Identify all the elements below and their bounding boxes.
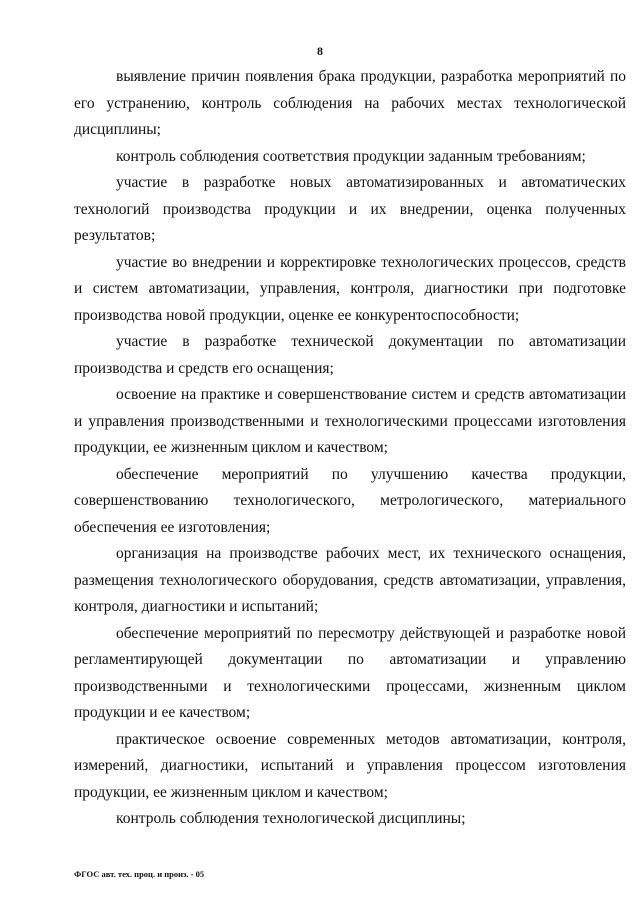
paragraph-workplace-organization: организация на производстве рабочих мест, их технического оснащения, размещения технологического оборудования, средств автоматизации, управления, контроля, диагностики и испытаний; (74, 545, 626, 615)
paragraph-new-technologies: участие в разработке новых автоматизированных и автоматических технологий производства продукции и их внедрении, оценка полученных результатов; (74, 174, 626, 244)
paragraph-modern-methods: практическое освоение современных методов автоматизации, контроля, измерений, диагностики, испытаний и управления процессом изготовления продукции, ее жизненным циклом и качеством; (74, 730, 626, 801)
paragraph-quality-improvement: обеспечение мероприятий по улучшению качества продукции, совершенствованию технологического, метрологического, материального обеспечения ее изготовления; (74, 465, 626, 536)
paragraph-conformity-control: контроль соблюдения соответствия продукции заданным требованиям; (116, 147, 586, 165)
footer-document-code: ФГОС авт. тех. проц. и произ. - 05 (74, 869, 205, 879)
paragraph-regulatory-documentation: обеспечение мероприятий по пересмотру действующей и разработке новой регламентирующей документации по автоматизации и управлению производственными и технологическими процессами, жизненным циклом продукции и ее качеством; (74, 624, 626, 721)
paragraph-technical-documentation: участие в разработке технической документации по автоматизации производства и средств его оснащения; (74, 333, 626, 377)
paragraph-discipline-control: контроль соблюдения технологической дисциплины; (116, 810, 466, 827)
document-body (74, 64, 626, 833)
paragraph-process-implementation: участие во внедрении и корректировке технологических процессов, средств и систем автоматизации, управления, контроля, диагностики при подготовке производства новой продукции, оценке ее конкурентоспособности; (74, 253, 626, 324)
paragraph-defect-causes: выявление причин появления брака продукции, разработка мероприятий по его устранению, контроль соблюдения на рабочих местах технологической дисциплины; (74, 68, 626, 138)
paragraph-automation-systems: освоение на практике и совершенствование систем и средств автоматизации и управления производственными и технологическими процессами изготовления продукции, ее жизненным циклом и качеством; (74, 386, 626, 456)
page-number: 8 (317, 44, 323, 58)
